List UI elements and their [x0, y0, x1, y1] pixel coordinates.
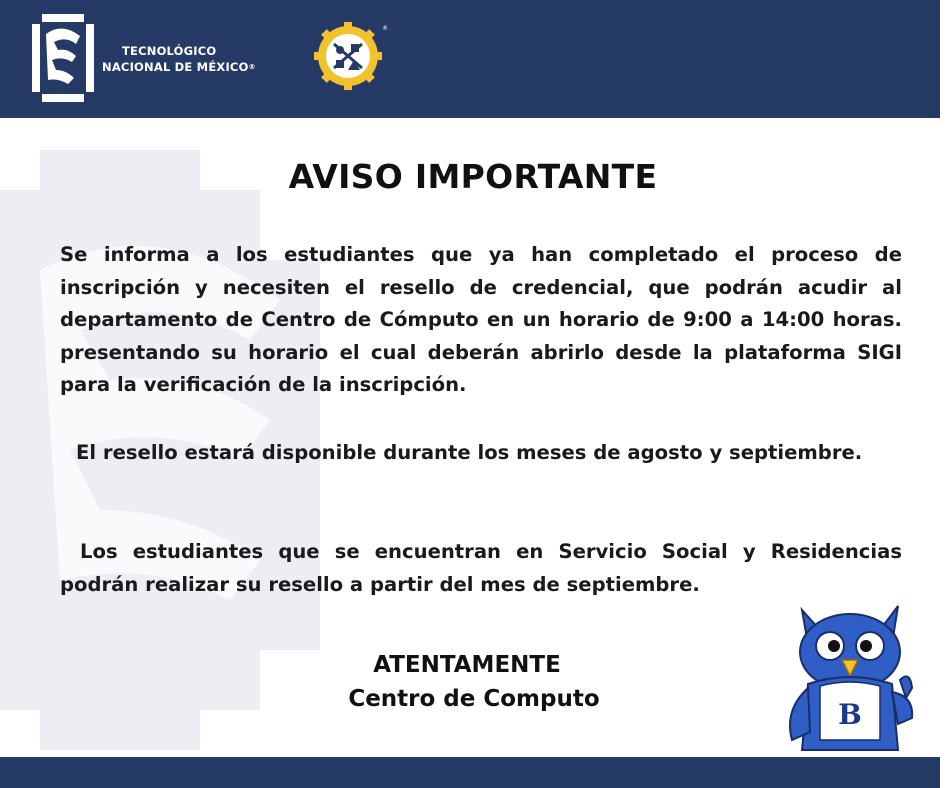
- notice-paragraph-1: Se informa a los estudiantes que ya han completado el proceso de inscripción y necesiten el resello de credencial, que podrán acudir al departamento de Centro de Cómputo en un horario de 9:00 a 14:00 horas. presentando su horario el cual deberán abrirlo desde la plataforma SIGI para la verificación de la inscripción.: [60, 243, 902, 396]
- institution-gear-seal-icon: [310, 22, 386, 88]
- notice-paragraph-3: Los estudiantes que se encuentran en Servicio Social y Residencias podrán realizar su resello a partir del mes de septiembre.: [60, 540, 902, 596]
- header-banner: [0, 0, 940, 118]
- tecnm-gear-eagle-icon: [32, 14, 94, 102]
- tecnm-line2: NACIONAL DE MÉXICO: [102, 60, 249, 74]
- footer-banner: [0, 757, 940, 788]
- signature-department: Centro de Computo: [348, 686, 600, 712]
- tecnm-line1: TECNOLÓGICO: [122, 44, 217, 58]
- owl-mascot-icon: [780, 600, 920, 758]
- owl-shirt-letter: B: [838, 698, 862, 731]
- signature-closing: ATENTAMENTE: [373, 652, 561, 678]
- tecnm-wordmark: [102, 43, 256, 75]
- notice-paragraph-2: El resello estará disponible durante los meses de agosto y septiembre.: [76, 441, 863, 464]
- registered-mark: ®: [248, 63, 256, 71]
- notice-title: AVISO IMPORTANTE: [288, 157, 658, 196]
- svg-text:®: ®: [382, 25, 388, 32]
